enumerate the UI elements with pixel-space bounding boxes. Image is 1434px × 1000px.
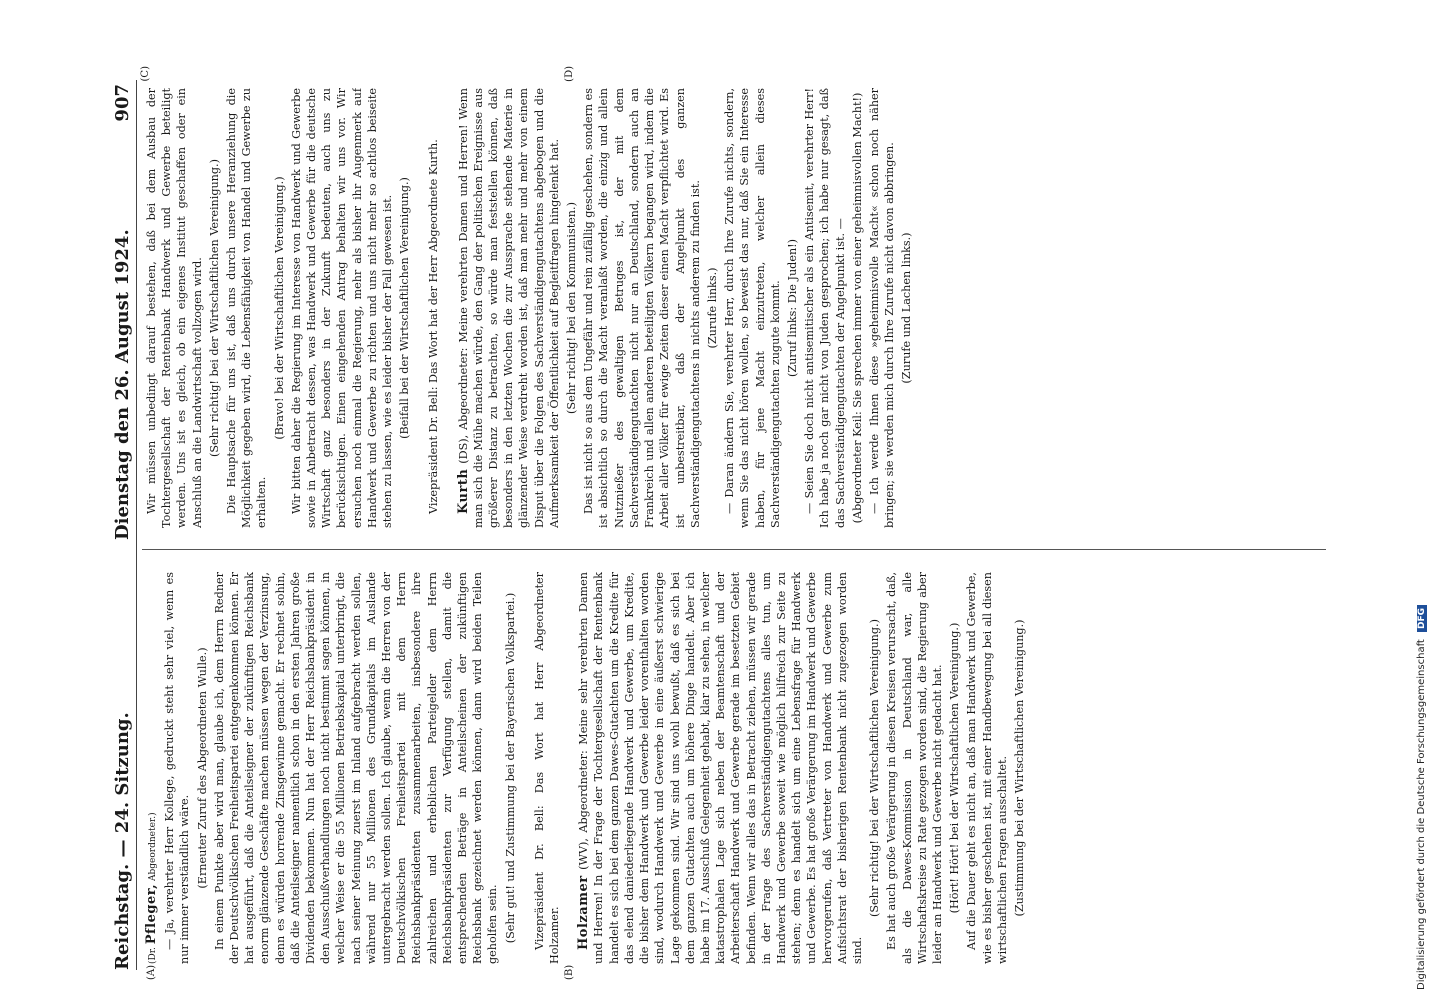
rotated-page [110, 66, 1340, 980]
left-column [144, 572, 1328, 964]
paragraph: Es hat auch große Verärgerung in diesen Kreisen verursacht, daß, als die Dawes-Kommission in Deutschland war, alle Wirtschaftskreise zu Rate gezogen worden sind, die Regierung aber leider an Handwerk und Gewerbe nicht gedacht hat. [885, 572, 944, 964]
speech-text: (WV), Abgeordneter: Meine sehr verehrten Damen und Herren! In der Frage der Tochtergesellschaft der Rentenbank handelt es sich bei dem ganzen Dawes-Gutachten um die Kredite für das elend daniederliegende Handwerk und Gewerbe, um Kredite, die bisher dem Handwerk und Gewerbe leider vorenthalten worden sind, wodurch Handwerk und Gewerbe in eine äußerst schwierige Lage gekommen sind. Wir sind uns wohl bewußt, daß es sich bei dem ganzen Gutachten auch um höhere Dinge handelt. Aber ich habe im 17. Ausschuß Gelegenheit gehabt, klar zu sehen, in welcher katastrophalen Lage sich neben der Beamtenschaft und der Arbeiterschaft Handwerk und Gewerbe gerade im besetzten Gebiet befinden. Wenn wir alles das in Betracht ziehen, müssen wir gerade in der Frage des Sachverständigengutachtens alles tun, um Handwerk und Gewerbe soweit wie möglich hilfreich zur Seite zu stehen; denn es handelt sich um eine Lebensfrage für Handwerk und Gewerbe. Es hat große Verärgerung im Handwerk und Gewerbe hervorgerufen, daß Vertreter von Handwerk und Gewerbe zum Aufsichtsrat der bisherigen Rentenbank nicht zugezogen worden sind. [577, 572, 864, 964]
paragraph: Auf die Dauer geht es nicht an, daß man Handwerk und Gewerbe, wie es bisher geschehen ist, mit einer Handbewegung bei all diesen wirtschaftlichen Fragen ausschaltet. [965, 572, 1009, 964]
credit-text: Digitalisierung gefördert durch die Deutsche Forschungsgemeinschaft [1416, 639, 1427, 990]
header-rule [136, 80, 137, 970]
column-divider [142, 549, 1326, 550]
interjection: (Abgeordneter Keil: Sie sprechen immer von einer geheimnisvollen Macht!) [850, 92, 864, 524]
interjection: (Bravo! bei der Wirtschaftlichen Vereinigung.) [272, 176, 286, 440]
margin-mark-b: (B) [564, 964, 575, 980]
speaker-name: Pfleger, [144, 883, 159, 945]
speaker-role: Abgeordneter.) [148, 812, 158, 881]
paragraph: Das ist nicht so aus dem Ungefähr und rein zufällig geschehen, sondern es ist absichtlich so durch die Macht veranlaßt worden, die einzig und allein Nutznießer des gewaltigen Betruges ist, der mit dem Sachverständigengutachten nicht nur an Deutschland, sondern auch an Frankreich und allen anderen beteiligten Völkern begangen wird, indem die Arbeit aller Völker für ewige Zeiten dieser einen Macht verpflichtet wird. Es ist unbestreitbar, daß der Angelpunkt des ganzen Sachverständigengutachtens in nichts anderem zu finden ist. [582, 88, 702, 528]
margin-mark-a: (A) [146, 964, 157, 980]
dfg-logo: DFG [1417, 605, 1427, 632]
speaker-continuation [144, 572, 161, 964]
interjection: (Erneuter Zuruf des Abgeordneten Wulle.) [195, 647, 209, 889]
paragraph: — Ich werde Ihnen diese »geheimnisvolle Macht« schon noch näher bringen; sie werden mich durch Ihre Zurufe nicht davon abbringen. [867, 88, 897, 528]
right-column [144, 88, 1328, 528]
interjection: (Zurufe links.) [705, 267, 719, 349]
paragraph: — Seien Sie doch nicht antisemitischer als ein Antisemit, verehrter Herr! Ich habe ja noch gar nicht von Juden gesprochen; ich habe nur gesagt, daß das Sachverständigengutachten der Angelpunkt ist. — [803, 88, 847, 528]
interjection: (Zuruf links: Die Juden!) [785, 238, 799, 378]
speaker-name: Kurth [455, 468, 471, 514]
interjection: (Zurufe und Lachen links.) [900, 232, 914, 384]
margin-mark-c: (C) [140, 66, 151, 82]
paragraph: Wir bitten daher die Regierung im Interesse von Handwerk und Gewerbe sowie in Anbetracht dessen, was Handwerk und Gewerbe für die deutsche Wirtschaft ganz besonders in der Zukunft bedeuten, auch uns zu berücksichtigen. Einen eingehenden Antrag behalten wir uns vor. Wir ersuchen noch einmal die Regierung, mehr als bisher ihr Augenmerk auf Handwerk und Gewerbe zu richten und uns nicht mehr so achtlos beiseite stehen zu lassen, wie es leider bisher der Fall gewesen ist. [289, 88, 395, 528]
margin-mark-d: (D) [564, 66, 575, 82]
speaker-name: Holzamer [576, 875, 592, 950]
page-header [112, 80, 134, 970]
header-session: Reichstag. — 24. Sitzung. [112, 712, 133, 970]
interjection: (Hört! Hört! bei der Wirtschaftlichen Vereinigung.) [948, 622, 962, 914]
interjection: (Sehr richtig! bei den Kommunisten.) [565, 202, 579, 414]
interjection: (Zustimmung bei der Wirtschaftlichen Vereinigung.) [1012, 619, 1026, 917]
page-number: 907 [112, 84, 133, 122]
speech-text: (DS), Abgeordneter: Meine verehrten Damen und Herren! Wenn man sich die Mühe machen würde, den Gang der politischen Ereignisse aus größerer Distanz zu betrachten, so würde man feststellen können, daß besonders in den letzten Wochen die zur Aussprache stehende Materie in glänzender Weise verdreht worden ist, daß man mehr und mehr von einem Disput über die Folgen des Sachverständigengutachtens abgebogen und die Aufmerksamkeit der Öffentlichkeit auf Begleitfragen hingelenkt hat. [456, 88, 561, 528]
chair-statement: Vizepräsident Dr. Bell: Das Wort hat der Herr Abgeordnete Kurth. [427, 139, 441, 514]
chair-statement: Vizepräsident Dr. Bell: Das Wort hat Herr Abgeordneter Holzamer. [532, 572, 562, 964]
interjection: (Sehr richtig! bei der Wirtschaftlichen Vereinigung.) [207, 159, 221, 457]
paragraph: Wir müssen unbedingt darauf bestehen, daß bei dem Ausbau der Tochtergesellschaft der Rentenbank Handwerk und Gewerbe beteiligt werden. Uns ist es gleich, ob ein eigenes Institut geschaffen oder ein Anschluß an die Landwirtschaft vollzogen wird. [145, 88, 204, 528]
interjection: (Sehr richtig! bei der Wirtschaftlichen Vereinigung.) [868, 619, 882, 917]
paragraph: In einem Punkte aber wird man, glaube ich, dem Herrn Redner der Deutschvölkischen Freiheitspartei entgegenkommen können. Er hat ausgeführt, daß die Anteilseigner der zukünftigen Reichsbank enorm glänzende Geschäfte machen müssen wegen der Verzinsung, denn es würden horrende Zinsgewinne gemacht. Er rechnet sohin, daß die Anteilseigner namentlich schon in den ersten Jahren große Dividenden bekommen. Nun hat der Herr Reichsbankpräsident in den Ausschußverhandlungen noch nicht bestimmt sagen können, in welcher Weise er die 55 Millionen Betriebskapital unterbringt, die nach seiner Meinung zuerst im Inland aufgebracht werden sollen, während nur 55 Millionen des Grundkapitals im Auslande untergebracht werden sollen. Ich glaube, wenn die Herren von der Deutschvölkischen Freiheitspartei mit dem Herrn Reichsbankpräsidenten zusammenarbeiten, insbesondere ihre zahlreichen und erheblichen Parteigelder dem Herrn Reichsbankpräsidenten zur Verfügung stellen, damit die entsprechenden Beträge in Anteilscheinen der zukünftigen Reichsbank gezeichnet werden können, dann wird beiden Teilen geholfen sein. [212, 572, 500, 964]
interjection: (Sehr gut! und Zustimmung bei der Bayerischen Volkspartei.) [503, 592, 517, 944]
intro-prefix: (Dr. [148, 947, 158, 964]
speech-start [576, 572, 865, 964]
digitization-credit [1416, 10, 1434, 990]
paragraph: Die Hauptsache für uns ist, daß uns durch unsere Heranziehung die Möglichkeit gegeben wird, die Lebensfähigkeit von Handel und Gewerbe zu erhalten. [225, 88, 269, 528]
interjection: (Beifall bei der Wirtschaftlichen Vereinigung.) [398, 177, 412, 439]
paragraph: — Daran ändern Sie, verehrter Herr, durch Ihre Zurufe nichts, sondern, wenn Sie das nicht hören wollen, so beweist das nur, daß Sie ein Interesse haben, für jene Macht einzutreten, welcher allein dieses Sachverständigengutachten zugute kommt. [723, 88, 782, 528]
header-date: Dienstag den 26. August 1924. [112, 229, 133, 540]
paragraph: — Ja, verehrter Herr Kollege, gedruckt steht sehr viel, wenn es nur immer verständlich wäre. [163, 572, 192, 964]
speech-start [456, 88, 562, 528]
